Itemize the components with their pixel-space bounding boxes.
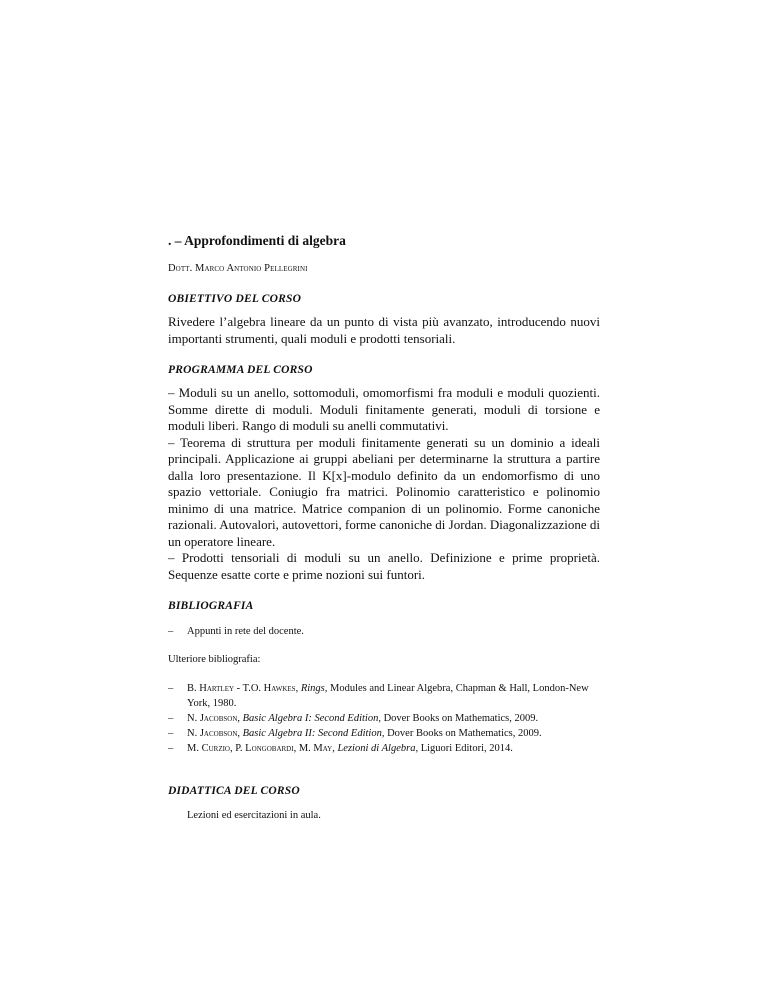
bib-details: Liguori Editori, 2014. (420, 743, 513, 754)
bib-title: Basic Algebra II: Second Edition, (242, 728, 385, 739)
list-dash: – (168, 713, 174, 724)
bibliography-main (168, 624, 600, 639)
bib-title: Basic Algebra I: Second Edition, (242, 713, 381, 724)
heading-programma: PROGRAMMA DEL CORSO (168, 364, 313, 376)
programma-list (168, 385, 600, 583)
bibliography-item (168, 711, 600, 726)
course-description (168, 232, 600, 823)
bib-title: Rings, (300, 683, 328, 694)
bibliography-item (168, 726, 600, 741)
bib-authors: M. Curzio, P. Longobardi, M. May, (187, 743, 335, 754)
bib-details: Dover Books on Mathematics, 2009. (383, 713, 539, 724)
heading-bibliografia: BIBLIOGRAFIA (168, 600, 254, 612)
programma-item: – Prodotti tensoriali di moduli su un anello. Definizione e prime proprietà. Sequenze esatte corte e prime nozioni sui funtori. (168, 550, 600, 582)
bibliography-main-text: Appunti in rete del docente. (187, 626, 304, 637)
obiettivo-text: Rivedere l’algebra lineare da un punto di vista più avanzato, introducendo nuovi importanti strumenti, quali moduli e prodotti tensoriali. (168, 314, 600, 346)
heading-obiettivo: OBIETTIVO DEL CORSO (168, 293, 302, 305)
bib-title: Lezioni di Algebra, (337, 743, 419, 754)
programma-item: – Teorema di struttura per moduli finitamente generati su un dominio a ideali principali. Applicazione ai gruppi abeliani per determinarne la struttura a partire dalla loro presentazione. Il K[x]-modulo definito da un endomorfismo di uno spazio vettoriale. Coniugio fra matrici. Polinomio caratteristico e polinomio minimo di una matrice. Matrice companion di un polinomio. Forme canoniche razionali. Autovalori, autovettori, forme canoniche di Jordan. Diagonalizzazione di un operatore lineare. (168, 434, 600, 549)
bibliography-list (168, 681, 600, 756)
bib-authors: N. Jacobson, (187, 728, 240, 739)
further-bibliography-label: Ulteriore bibliografia: (168, 654, 261, 665)
programma-item: – Moduli su un anello, sottomoduli, omomorfismi fra moduli e moduli quozienti. Somme dirette di moduli. Moduli finitamente generati, moduli di torsione e moduli liberi. Rango di moduli su anelli commutativi. (168, 385, 600, 433)
bib-details: Modules and Linear Algebra, Chapman & Hall, London-New York, 1980. (187, 683, 589, 709)
bibliography-item (168, 741, 600, 756)
heading-didattica: DIDATTICA DEL CORSO (168, 785, 300, 797)
list-dash: – (168, 683, 174, 694)
didattica-text: Lezioni ed esercitazioni in aula. (187, 810, 321, 821)
course-title: . – Approfondimenti di algebra (168, 233, 346, 248)
bib-details: Dover Books on Mathematics, 2009. (387, 728, 542, 739)
bibliography-item (168, 681, 600, 711)
list-dash: – (168, 626, 174, 637)
list-dash: – (168, 743, 174, 754)
course-author: Dott. Marco Antonio Pellegrini (168, 263, 308, 274)
bib-authors: N. Jacobson, (187, 713, 240, 724)
bib-authors: B. Hartley - T.O. Hawkes, (187, 683, 299, 694)
list-dash: – (168, 728, 174, 739)
